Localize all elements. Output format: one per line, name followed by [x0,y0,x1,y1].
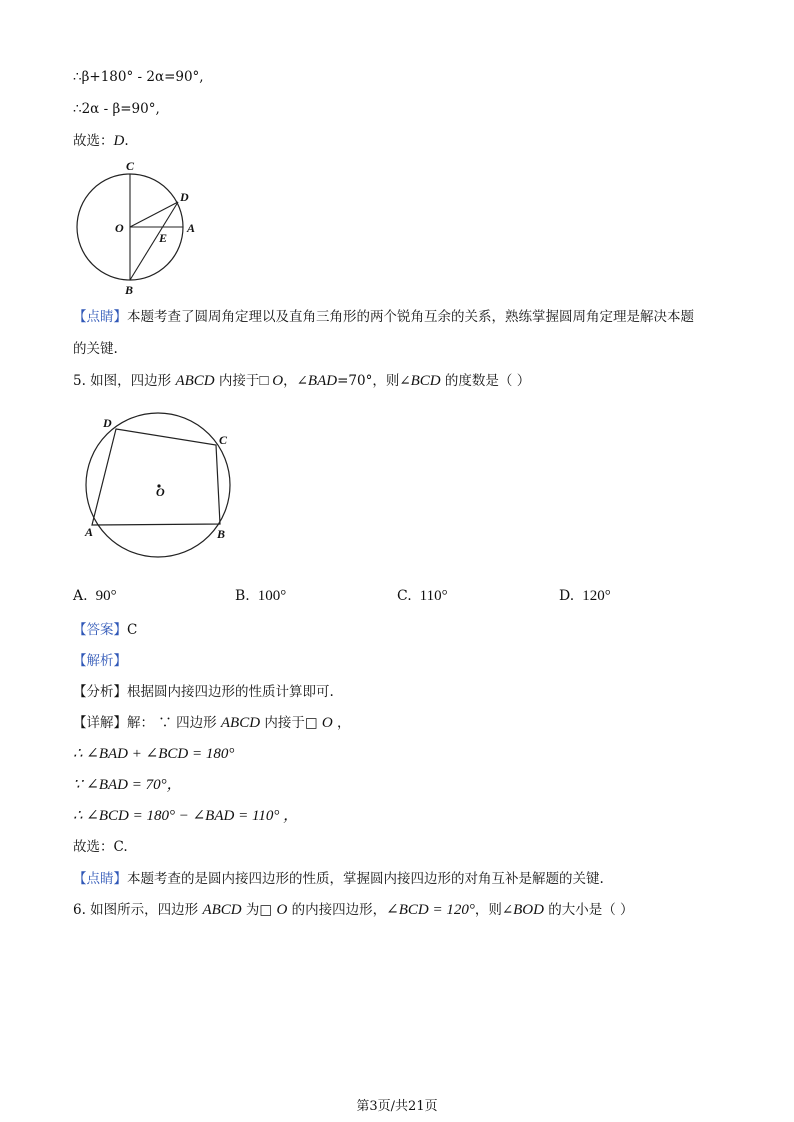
label-d: D [103,416,112,430]
q5-bcd: BCD [410,373,441,389]
option-letter: C. [397,588,412,604]
comment-1 [73,308,694,326]
analysis-tag: 【解析】 [73,653,127,669]
page-footer: 第3页/共21页 [356,1099,438,1114]
q6-text-e: 的内接四边形， [287,902,387,918]
answer-line [73,621,137,639]
comment-text: 本题考查的是圆内接四边形的性质，掌握圆内接四边形的对角互补是解题的关键. [127,871,604,887]
q6-text-g: ，则∠ [474,902,514,918]
detail-text-e: ， [332,715,351,731]
label-o: O [115,221,124,235]
comment-tag: 【点睛】 [73,871,127,887]
q5-abcd: ABCD [175,373,215,389]
choice-line-2: 故选：C. [73,839,128,855]
option-letter: A. [73,588,88,604]
step-3: ∴ ∠BCD = 180° − ∠BAD = 110° ， [73,808,299,824]
detail-text-c: 内接于□ [260,715,322,731]
q6-bod: BOD [513,902,544,918]
option-d[interactable] [559,588,611,605]
q6-text-a: 6. 如图所示，四边形 [73,902,203,918]
detail-abcd: ABCD [220,715,261,731]
option-letter: B. [235,588,250,604]
choice-letter: D [113,133,125,149]
figure-circle-1 [70,155,210,300]
option-letter: D. [559,588,575,604]
q5-text-e: ，∠ [283,373,308,389]
question-5 [73,372,530,390]
label-b: B [125,283,134,297]
analysis-label: 【分析】 [73,684,127,700]
label-o: O [156,485,165,499]
choice-prefix: 故选： [73,133,114,149]
detail-o: O [321,715,333,731]
line-bd [130,202,178,280]
comment-tag: 【点睛】 [73,309,127,325]
q5-text-c: 内接于 [214,373,260,389]
detail-label: 【详解】 [73,715,127,731]
option-value: 120° [582,588,611,604]
detail-text-a: 解： ∵ 四边形 [127,715,221,731]
q5-bad: BAD [307,373,338,389]
solution-line-2: ∴2α - β=90°, [73,101,160,117]
label-b: B [217,527,226,541]
q5-text-a: 5. 如图，四边形 [73,373,176,389]
q6-bcd-angle: ∠BCD = 120° [386,902,475,918]
q5-text-g: =70°，则∠ [337,373,411,389]
option-b[interactable] [235,588,286,605]
comment-text: 本题考查了圆周角定理以及直角三角形的两个锐角互余的关系，熟练掌握圆周角定理是解决本题 [127,309,694,325]
label-c: C [126,159,135,173]
answer-value: C [127,622,138,638]
option-value: 100° [257,588,287,604]
analysis-text: 根据圆内接四边形的性质计算即可. [127,684,334,700]
answer-tag: 【答案】 [73,622,127,638]
q6-abcd: ABCD [202,902,242,918]
option-a[interactable] [73,588,117,605]
figure-circle-2 [80,405,240,565]
q6-o: O [276,902,288,918]
quadrilateral-abcd [92,429,220,525]
step-2: ∵ ∠BAD = 70°， [73,777,182,793]
label-d: D [180,190,189,204]
label-a: A [187,221,196,235]
q6-text-i: 的大小是（ ） [543,902,634,918]
question-6 [73,901,634,919]
comment-1-continued: 的关键. [73,341,118,357]
label-c: C [219,433,228,447]
detail-line [73,714,351,732]
q5-circle-o: □ O [259,373,284,389]
analysis-line [73,683,334,701]
answer-choice-line [73,132,129,150]
option-c[interactable] [397,588,448,605]
step-1: ∴ ∠BAD + ∠BCD = 180° [73,746,235,762]
option-value: 90° [95,588,117,604]
comment-2 [73,870,604,888]
option-value: 110° [419,588,448,604]
label-a: A [85,525,94,539]
label-e: E [159,231,168,245]
q5-text-i: 的度数是（ ） [440,373,531,389]
choice-period: . [124,133,129,149]
solution-line-1: ∴β+180° - 2α=90°, [73,69,204,85]
q6-text-c: 为□ [241,902,277,918]
